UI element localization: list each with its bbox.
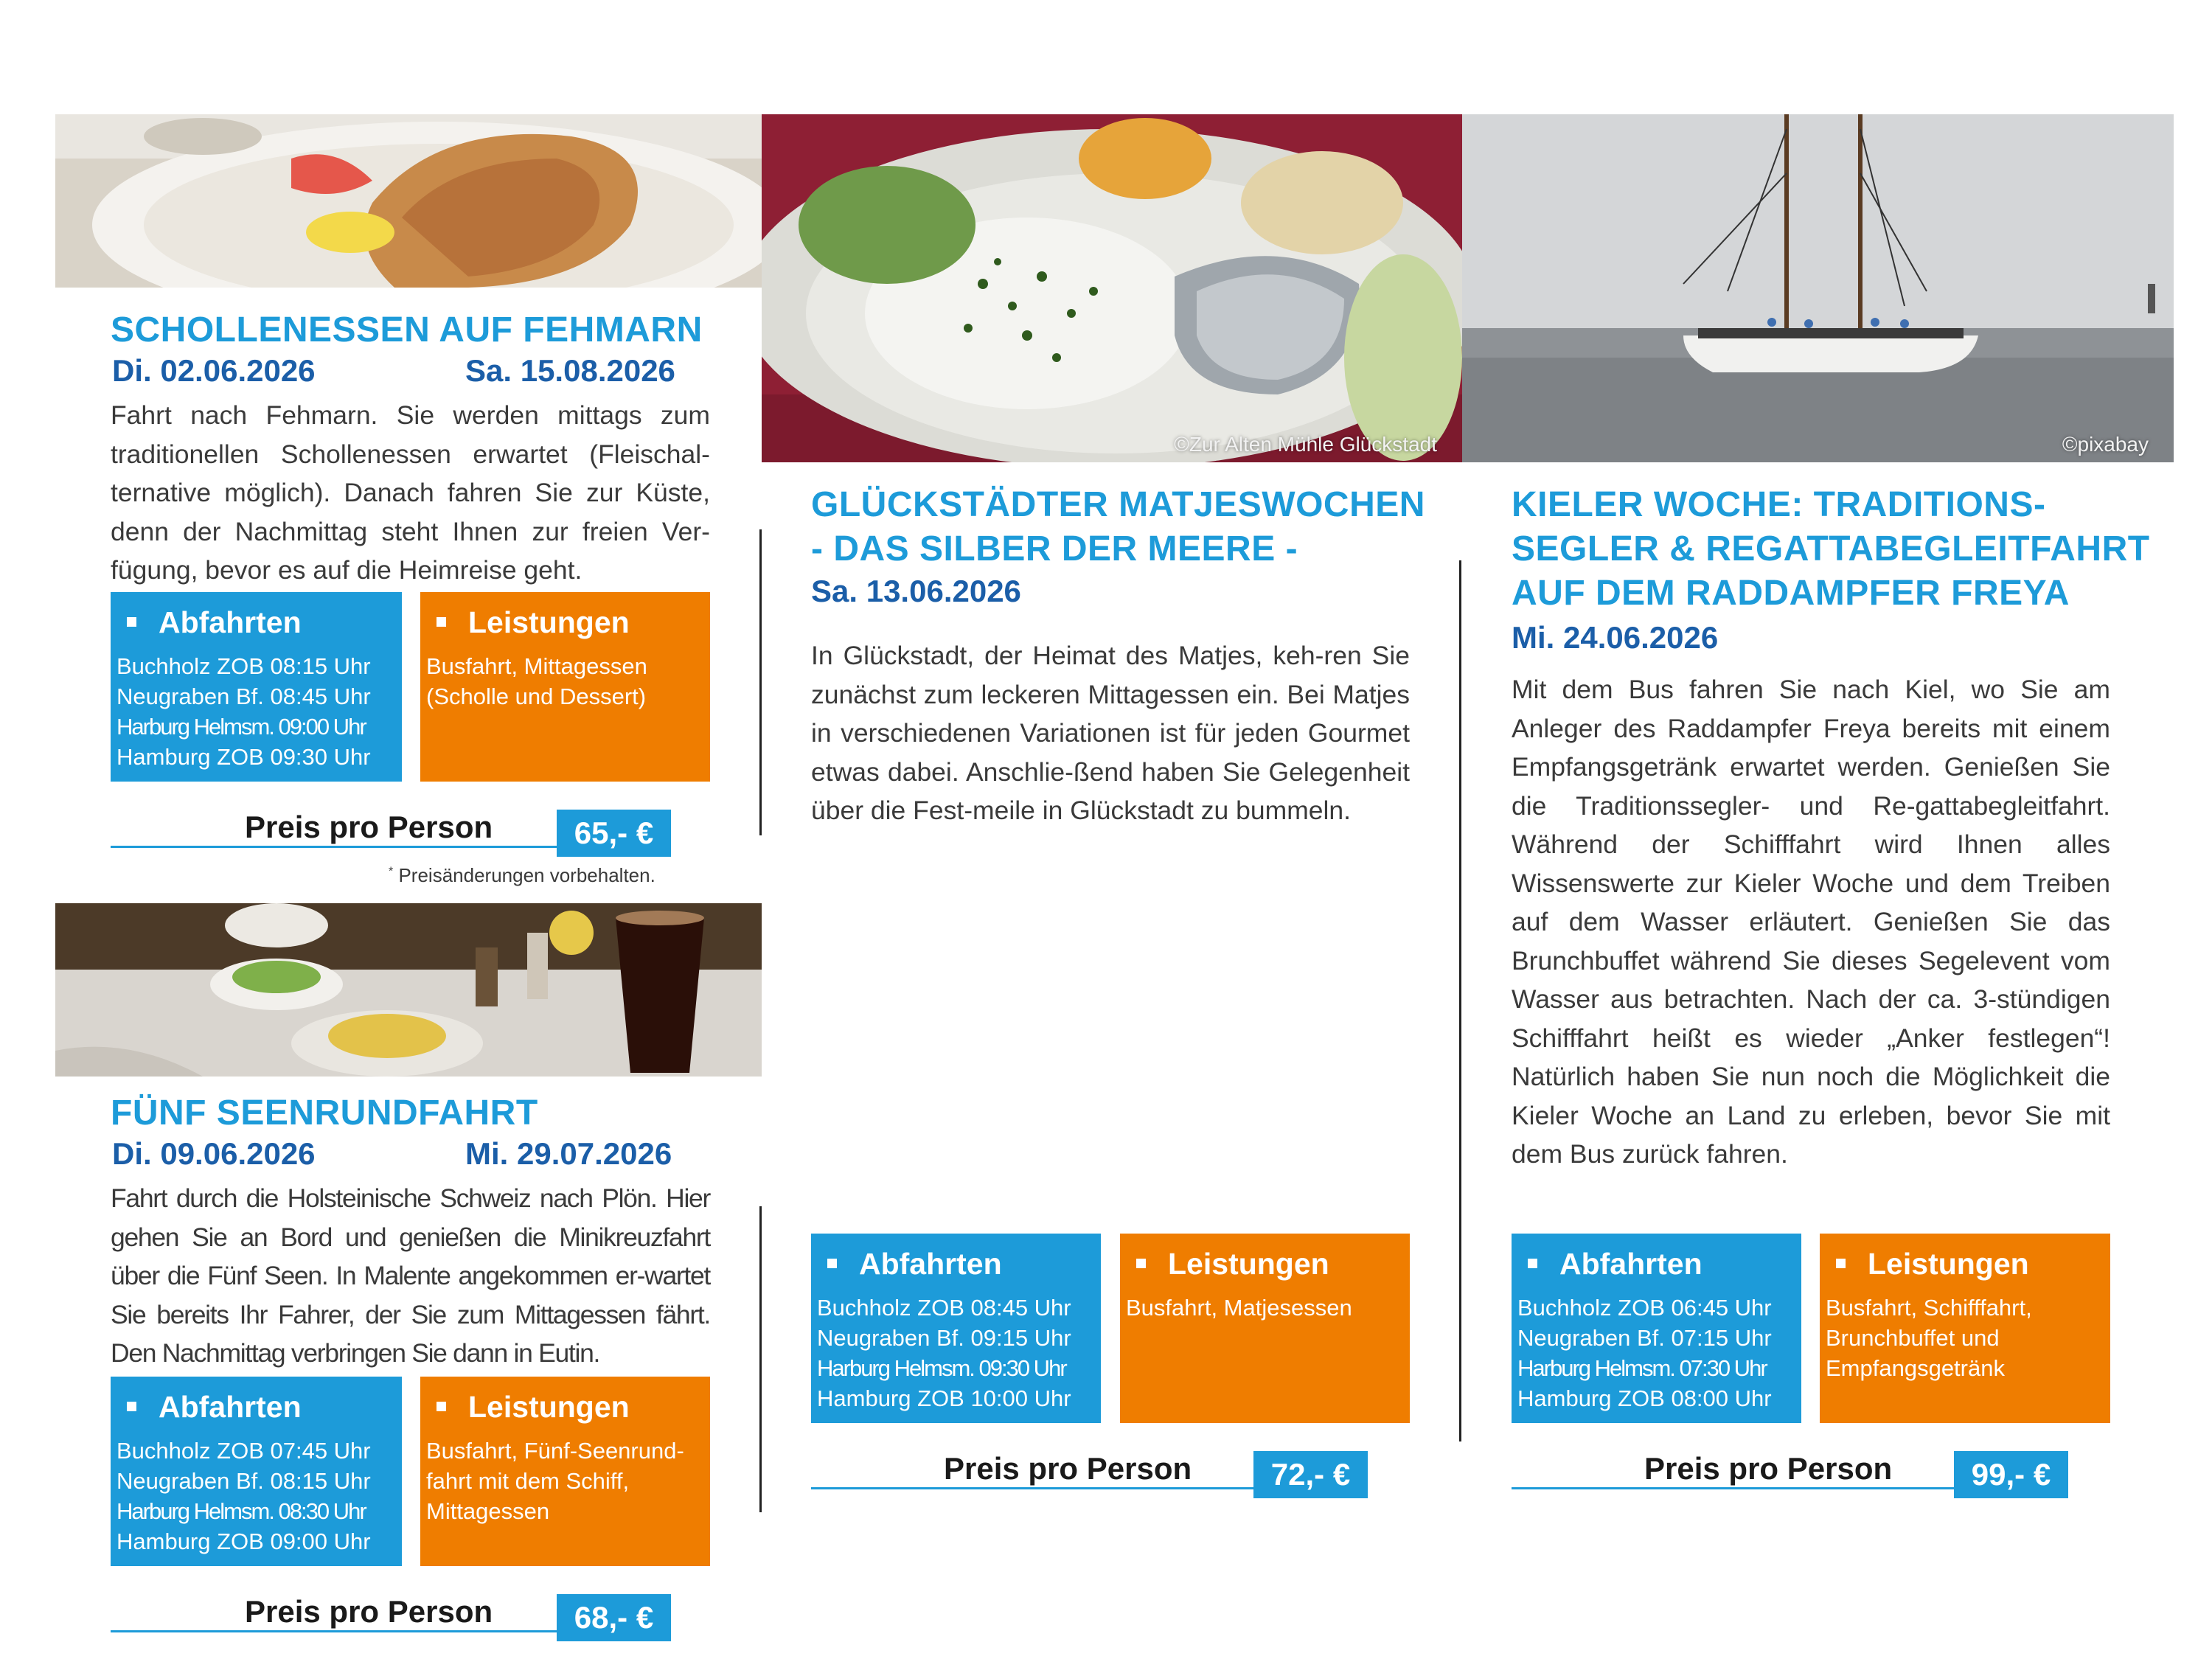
service-line: Busfahrt, Schifffahrt, [1826,1295,2032,1321]
departures-heading: Abfahrten [159,605,302,639]
services-box [1120,1234,1410,1423]
tour-title: FÜNF SEENRUNDFAHRT [111,1093,538,1133]
price-value: 99,- € [1954,1451,2068,1498]
photo-credit: ©Zur Alten Mühle Glückstadt [1174,433,1437,456]
bullet-square-icon [1136,1259,1146,1268]
bullet-square-icon [127,617,136,627]
departure-line: Hamburg ZOB 09:00 Uhr [116,1528,371,1554]
bullet-square-icon [437,617,446,627]
departures-box [111,592,402,782]
service-line: Empfangsgetränk [1826,1355,2005,1381]
departure-line: Harburg Helmsm. 08:30 Uhr [116,1498,366,1524]
bullet-square-icon [127,1402,136,1411]
services-heading: Leistungen [468,605,630,639]
tour-date: Sa. 13.06.2026 [811,574,1021,608]
tour-description: Fahrt nach Fehmarn. Sie werden mittags zum traditionellen Schollenessen erwartet (Fleischal-ternative möglich). Danach fahren Sie zur Küste, denn der Nachmittag steht Ihnen zur freien Ver-fügung, bevor es auf die Heimreise geht. [111,400,710,585]
column-divider [759,529,762,835]
departure-line: Hamburg ZOB 10:00 Uhr [817,1385,1071,1411]
departures-box [1512,1234,1801,1423]
departure-line: Buchholz ZOB 08:15 Uhr [116,653,371,679]
photo-lunch-table [55,903,762,1077]
service-line: Brunchbuffet und [1826,1325,2000,1351]
service-line: Busfahrt, Mittagessen [426,653,647,679]
photo-plaice-dish [55,114,762,288]
departure-line: Buchholz ZOB 07:45 Uhr [116,1438,371,1464]
price-label: Preis pro Person [944,1451,1192,1486]
service-line: (Scholle und Dessert) [426,684,647,709]
service-line: Mittagessen [426,1498,550,1524]
tour-date: Di. 02.06.2026 [112,353,316,388]
services-box [420,1377,710,1566]
photo-credit: ©pixabay [2062,433,2149,456]
departure-line: Hamburg ZOB 08:00 Uhr [1517,1385,1772,1411]
price-value: 72,- € [1253,1451,1368,1498]
price-value: 68,- € [557,1594,671,1641]
tour-description: Fahrt durch die Holsteinische Schweiz nach Plön. Hier gehen Sie an Bord und genießen die Minikreuzfahrt über die Fünf Seen. In Malente angekommen er-wartet Sie bereits Ihr Fahrer, der Sie zum Mittagessen fährt. Den Nachmittag verbringen Sie dann in Eutin. [111,1183,710,1368]
price-label: Preis pro Person [245,810,493,844]
price-underline [111,846,557,848]
services-heading: Leistungen [468,1390,630,1424]
tour-date: Sa. 15.08.2026 [465,353,675,388]
price-underline [811,1487,1253,1489]
photo-tall-ship [1462,114,2174,462]
departure-line: Neugraben Bf. 08:15 Uhr [116,1468,371,1494]
tour-description: In Glückstadt, der Heimat des Matjes, keh-ren Sie zunächst zum leckeren Mittagessen ein. Bei Matjes in verschiedenen Variationen ist für jeden Gourmet etwas dabei. Anschlie-ßend haben Sie Gelegenheit über die Fest-meile in Glückstadt zu bummeln. [811,641,1410,825]
service-line: Busfahrt, Fünf-Seenrund- [426,1438,684,1464]
departures-heading: Abfahrten [1559,1247,1703,1281]
tour-title: GLÜCKSTÄDTER MATJESWOCHEN - DAS SILBER DER MEERE - [811,485,1425,568]
departures-heading: Abfahrten [159,1390,302,1424]
departure-line: Buchholz ZOB 06:45 Uhr [1517,1295,1772,1321]
price-note: * Preisänderungen vorbehalten. [389,864,655,886]
price-label: Preis pro Person [245,1594,493,1629]
departure-line: Harburg Helmsm. 07:30 Uhr [1517,1355,1767,1381]
services-heading: Leistungen [1168,1247,1329,1281]
tour-title: KIELER WOCHE: TRADITIONS- SEGLER & REGATTABEGLEITFAHRT AUF DEM RADDAMPFER FREYA [1512,485,2150,613]
tour-title: SCHOLLENESSEN AUF FEHMARN [111,310,703,349]
service-line: Busfahrt, Matjesessen [1126,1295,1352,1321]
tour-date: Di. 09.06.2026 [112,1136,316,1171]
departure-line: Harburg Helmsm. 09:00 Uhr [116,714,366,740]
bullet-square-icon [827,1259,837,1268]
departure-line: Hamburg ZOB 09:30 Uhr [116,744,371,770]
bullet-square-icon [1836,1259,1846,1268]
price-underline [1512,1487,1954,1489]
price-underline [111,1630,557,1632]
photo-matjes-dish [762,114,1462,462]
departures-box [811,1234,1101,1423]
price-value: 65,- € [557,810,671,857]
column-divider [1459,560,1461,1441]
bullet-square-icon [1528,1259,1537,1268]
departure-line: Harburg Helmsm. 09:30 Uhr [817,1355,1066,1381]
services-heading: Leistungen [1868,1247,2029,1281]
departure-line: Buchholz ZOB 08:45 Uhr [817,1295,1071,1321]
tour-date: Mi. 29.07.2026 [465,1136,672,1171]
tour-description: Mit dem Bus fahren Sie nach Kiel, wo Sie am Anleger des Raddampfer Freya bereits mit einem Empfangsgetränk erwartet werden. Genießen Sie die Traditionssegler- und Re-gattabegleitfahrt. Während der Schifffahrt wird Ihnen alles Wissenswerte zur Kieler Woche und dem Treiben auf dem Wasser erläutert. Genießen Sie das Brunchbuffet während Sie dieses Segelevent vom Wasser aus betrachten. Nach der ca. 3-stündigen Schifffahrt heißt es wieder „Anker festlegen“! Natürlich haben Sie nun noch die Möglichkeit die Kieler Woche an Land zu erleben, bevor Sie mit dem Bus zurück fahren. [1512,675,2110,1169]
departure-line: Neugraben Bf. 09:15 Uhr [817,1325,1071,1351]
services-box [1820,1234,2110,1423]
departures-heading: Abfahrten [859,1247,1002,1281]
bullet-square-icon [437,1402,446,1411]
price-label: Preis pro Person [1644,1451,1893,1486]
departure-line: Neugraben Bf. 07:15 Uhr [1517,1325,1772,1351]
services-box [420,592,710,782]
departures-box [111,1377,402,1566]
column-divider [759,1206,762,1512]
tour-date: Mi. 24.06.2026 [1512,620,1719,655]
service-line: fahrt mit dem Schiff, [426,1468,630,1494]
departure-line: Neugraben Bf. 08:45 Uhr [116,684,371,709]
